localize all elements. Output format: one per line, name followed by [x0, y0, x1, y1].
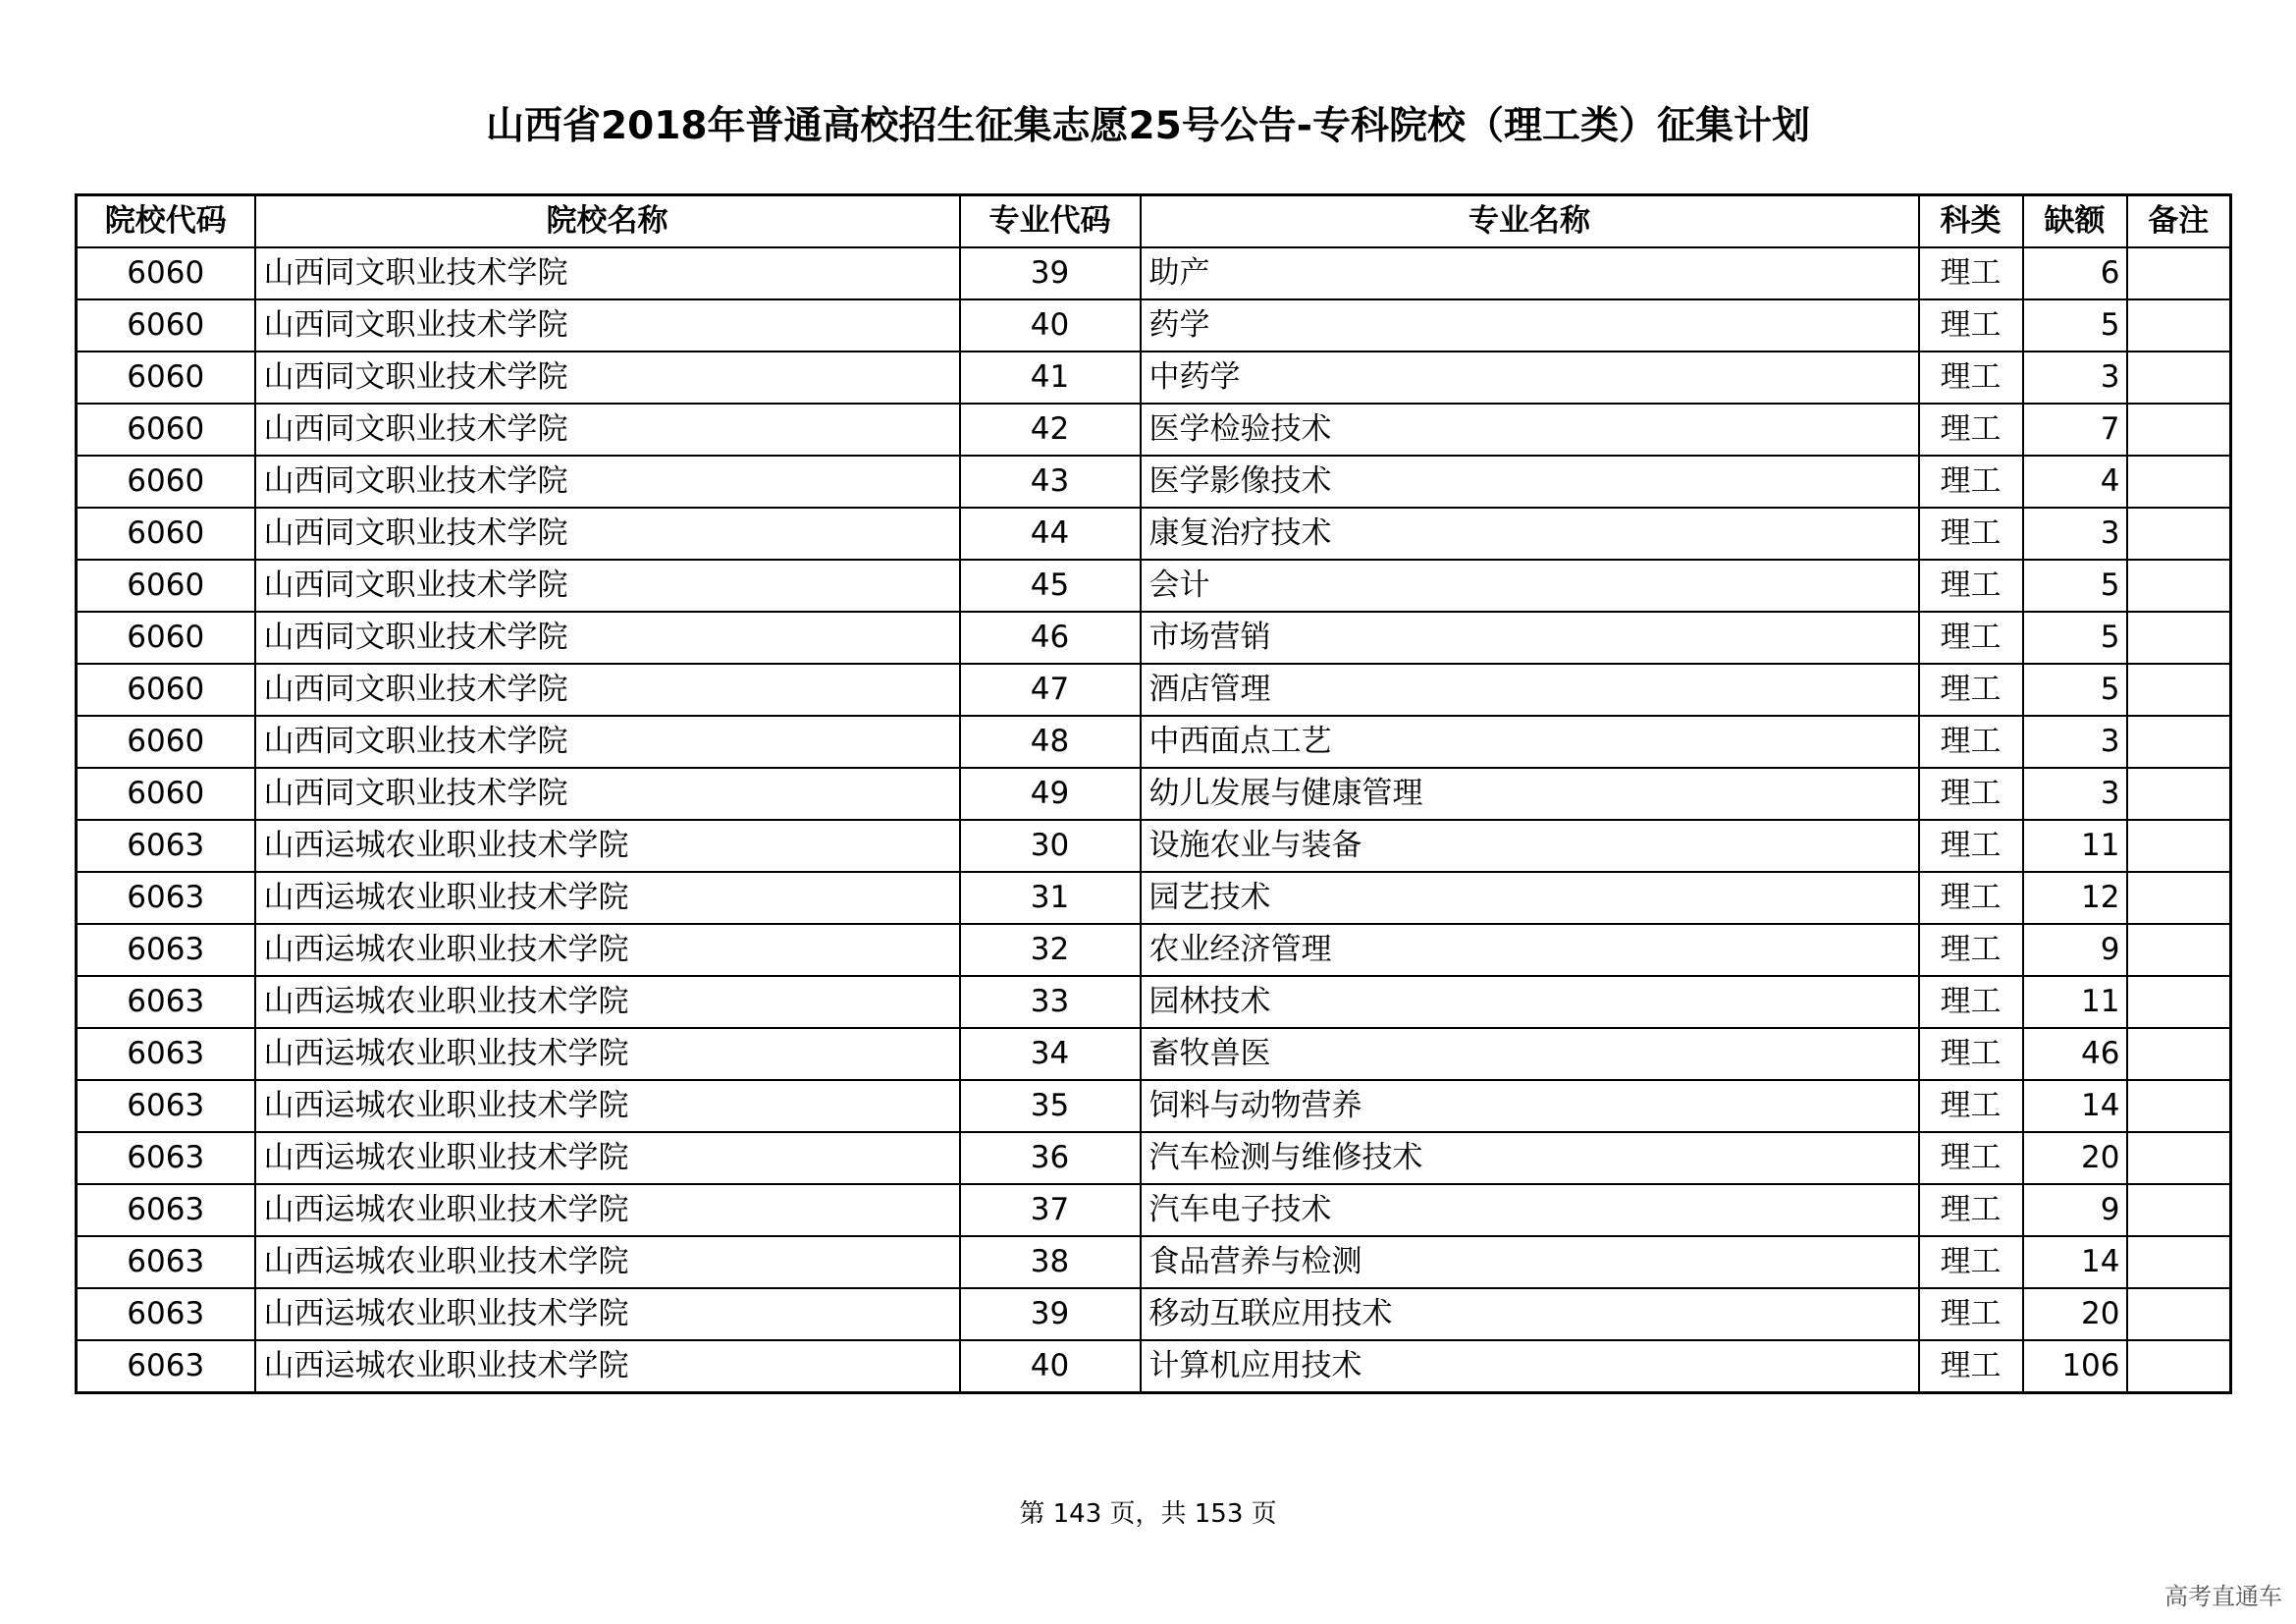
cell-category: 理工 [1919, 1132, 2023, 1184]
cell-major-code: 47 [960, 664, 1141, 716]
header-major-code: 专业代码 [960, 195, 1141, 248]
cell-note [2127, 612, 2231, 664]
table-row [77, 768, 2231, 820]
table-row [77, 1184, 2231, 1236]
cell-note [2127, 976, 2231, 1028]
cell-category: 理工 [1919, 456, 2023, 508]
cell-note [2127, 247, 2231, 299]
cell-note [2127, 716, 2231, 768]
cell-school-name: 山西同文职业技术学院 [255, 664, 960, 716]
table-row [77, 924, 2231, 976]
cell-school-code: 6063 [77, 1080, 255, 1132]
page-number-footer: 第 143 页，共 153 页 [1019, 1499, 1277, 1529]
cell-category: 理工 [1919, 976, 2023, 1028]
cell-quota: 5 [2023, 612, 2127, 664]
cell-school-name: 山西同文职业技术学院 [255, 508, 960, 560]
table-row [77, 247, 2231, 299]
cell-major-code: 41 [960, 352, 1141, 404]
cell-major-name: 市场营销 [1141, 612, 1919, 664]
cell-major-code: 33 [960, 976, 1141, 1028]
cell-note [2127, 352, 2231, 404]
cell-school-code: 6060 [77, 404, 255, 456]
cell-major-name: 计算机应用技术 [1141, 1340, 1919, 1393]
cell-school-code: 6060 [77, 664, 255, 716]
table-row [77, 664, 2231, 716]
cell-note [2127, 1028, 2231, 1080]
cell-major-code: 40 [960, 299, 1141, 352]
cell-major-code: 31 [960, 872, 1141, 924]
cell-major-code: 38 [960, 1236, 1141, 1288]
cell-quota: 9 [2023, 924, 2127, 976]
table-row [77, 872, 2231, 924]
cell-major-name: 康复治疗技术 [1141, 508, 1919, 560]
cell-category: 理工 [1919, 1288, 2023, 1340]
cell-school-name: 山西运城农业职业技术学院 [255, 1288, 960, 1340]
cell-quota: 12 [2023, 872, 2127, 924]
cell-school-name: 山西同文职业技术学院 [255, 299, 960, 352]
cell-school-code: 6063 [77, 1184, 255, 1236]
header-category: 科类 [1919, 195, 2023, 248]
cell-school-name: 山西运城农业职业技术学院 [255, 872, 960, 924]
cell-quota: 106 [2023, 1340, 2127, 1393]
cell-category: 理工 [1919, 1236, 2023, 1288]
cell-major-name: 酒店管理 [1141, 664, 1919, 716]
cell-category: 理工 [1919, 716, 2023, 768]
cell-major-name: 移动互联应用技术 [1141, 1288, 1919, 1340]
table-row [77, 976, 2231, 1028]
cell-category: 理工 [1919, 1340, 2023, 1393]
cell-category: 理工 [1919, 1080, 2023, 1132]
cell-note [2127, 924, 2231, 976]
cell-note [2127, 1080, 2231, 1132]
cell-major-code: 36 [960, 1132, 1141, 1184]
cell-quota: 14 [2023, 1236, 2127, 1288]
cell-major-name: 中药学 [1141, 352, 1919, 404]
cell-school-name: 山西同文职业技术学院 [255, 560, 960, 612]
cell-quota: 11 [2023, 820, 2127, 872]
cell-major-code: 39 [960, 1288, 1141, 1340]
cell-school-name: 山西同文职业技术学院 [255, 716, 960, 768]
cell-category: 理工 [1919, 352, 2023, 404]
cell-note [2127, 1236, 2231, 1288]
cell-school-code: 6060 [77, 716, 255, 768]
cell-category: 理工 [1919, 924, 2023, 976]
cell-note [2127, 299, 2231, 352]
cell-school-code: 6060 [77, 768, 255, 820]
cell-category: 理工 [1919, 560, 2023, 612]
cell-major-code: 30 [960, 820, 1141, 872]
cell-major-name: 畜牧兽医 [1141, 1028, 1919, 1080]
cell-school-name: 山西同文职业技术学院 [255, 352, 960, 404]
cell-category: 理工 [1919, 612, 2023, 664]
cell-school-code: 6063 [77, 1288, 255, 1340]
cell-category: 理工 [1919, 247, 2023, 299]
cell-major-name: 药学 [1141, 299, 1919, 352]
cell-category: 理工 [1919, 299, 2023, 352]
header-quota: 缺额 [2023, 195, 2127, 248]
cell-school-name: 山西同文职业技术学院 [255, 612, 960, 664]
table-row [77, 716, 2231, 768]
cell-major-name: 助产 [1141, 247, 1919, 299]
cell-category: 理工 [1919, 768, 2023, 820]
table-row [77, 299, 2231, 352]
cell-major-code: 42 [960, 404, 1141, 456]
cell-quota: 9 [2023, 1184, 2127, 1236]
cell-note [2127, 404, 2231, 456]
cell-major-name: 汽车电子技术 [1141, 1184, 1919, 1236]
table-row [77, 612, 2231, 664]
cell-category: 理工 [1919, 1028, 2023, 1080]
cell-school-code: 6063 [77, 1236, 255, 1288]
cell-quota: 7 [2023, 404, 2127, 456]
watermark-text: 高考直通车 [2164, 1583, 2282, 1610]
table-row [77, 820, 2231, 872]
cell-school-name: 山西同文职业技术学院 [255, 768, 960, 820]
cell-major-code: 43 [960, 456, 1141, 508]
cell-school-code: 6063 [77, 924, 255, 976]
cell-category: 理工 [1919, 1184, 2023, 1236]
cell-note [2127, 664, 2231, 716]
cell-major-name: 幼儿发展与健康管理 [1141, 768, 1919, 820]
cell-quota: 3 [2023, 768, 2127, 820]
cell-school-name: 山西运城农业职业技术学院 [255, 1080, 960, 1132]
cell-note [2127, 456, 2231, 508]
cell-major-name: 饲料与动物营养 [1141, 1080, 1919, 1132]
cell-category: 理工 [1919, 820, 2023, 872]
cell-school-code: 6063 [77, 820, 255, 872]
cell-quota: 3 [2023, 716, 2127, 768]
table-row [77, 404, 2231, 456]
cell-major-name: 农业经济管理 [1141, 924, 1919, 976]
table-row [77, 1288, 2231, 1340]
cell-school-name: 山西运城农业职业技术学院 [255, 976, 960, 1028]
cell-school-name: 山西运城农业职业技术学院 [255, 1184, 960, 1236]
cell-major-name: 食品营养与检测 [1141, 1236, 1919, 1288]
cell-quota: 3 [2023, 508, 2127, 560]
cell-school-code: 6060 [77, 560, 255, 612]
cell-school-name: 山西同文职业技术学院 [255, 404, 960, 456]
cell-school-name: 山西运城农业职业技术学院 [255, 1236, 960, 1288]
table-row [77, 1132, 2231, 1184]
cell-note [2127, 1340, 2231, 1393]
cell-note [2127, 1184, 2231, 1236]
cell-school-code: 6060 [77, 299, 255, 352]
cell-major-code: 37 [960, 1184, 1141, 1236]
cell-school-code: 6060 [77, 247, 255, 299]
cell-category: 理工 [1919, 872, 2023, 924]
cell-major-code: 35 [960, 1080, 1141, 1132]
cell-category: 理工 [1919, 508, 2023, 560]
cell-note [2127, 820, 2231, 872]
cell-major-name: 设施农业与装备 [1141, 820, 1919, 872]
cell-note [2127, 508, 2231, 560]
cell-quota: 6 [2023, 247, 2127, 299]
cell-quota: 11 [2023, 976, 2127, 1028]
cell-school-code: 6063 [77, 1340, 255, 1393]
cell-major-code: 48 [960, 716, 1141, 768]
cell-major-code: 40 [960, 1340, 1141, 1393]
cell-note [2127, 1288, 2231, 1340]
cell-major-code: 39 [960, 247, 1141, 299]
cell-major-name: 医学影像技术 [1141, 456, 1919, 508]
header-major-name: 专业名称 [1141, 195, 1919, 248]
cell-note [2127, 1132, 2231, 1184]
header-note: 备注 [2127, 195, 2231, 248]
cell-school-name: 山西运城农业职业技术学院 [255, 1028, 960, 1080]
cell-school-code: 6060 [77, 456, 255, 508]
cell-note [2127, 768, 2231, 820]
cell-school-code: 6060 [77, 508, 255, 560]
cell-school-code: 6060 [77, 612, 255, 664]
header-school-code: 院校代码 [77, 195, 255, 248]
cell-major-name: 汽车检测与维修技术 [1141, 1132, 1919, 1184]
cell-school-name: 山西运城农业职业技术学院 [255, 820, 960, 872]
cell-school-name: 山西运城农业职业技术学院 [255, 1340, 960, 1393]
cell-quota: 3 [2023, 352, 2127, 404]
cell-school-name: 山西运城农业职业技术学院 [255, 924, 960, 976]
enrollment-table-container [75, 193, 2232, 1394]
cell-quota: 14 [2023, 1080, 2127, 1132]
cell-note [2127, 560, 2231, 612]
cell-major-code: 44 [960, 508, 1141, 560]
cell-school-code: 6063 [77, 976, 255, 1028]
table-row [77, 1340, 2231, 1393]
cell-quota: 5 [2023, 664, 2127, 716]
cell-major-code: 34 [960, 1028, 1141, 1080]
table-row [77, 560, 2231, 612]
table-row [77, 456, 2231, 508]
cell-note [2127, 872, 2231, 924]
cell-school-code: 6063 [77, 1028, 255, 1080]
table-row [77, 1080, 2231, 1132]
cell-school-name: 山西运城农业职业技术学院 [255, 1132, 960, 1184]
cell-category: 理工 [1919, 404, 2023, 456]
table-row [77, 508, 2231, 560]
cell-major-name: 园林技术 [1141, 976, 1919, 1028]
cell-quota: 20 [2023, 1132, 2127, 1184]
cell-quota: 5 [2023, 560, 2127, 612]
page-title: 山西省2018年普通高校招生征集志愿25号公告-专科院校（理工类）征集计划 [485, 104, 1810, 148]
cell-major-code: 45 [960, 560, 1141, 612]
cell-major-name: 医学检验技术 [1141, 404, 1919, 456]
cell-major-code: 49 [960, 768, 1141, 820]
cell-major-name: 中西面点工艺 [1141, 716, 1919, 768]
cell-school-code: 6063 [77, 1132, 255, 1184]
enrollment-plan-table [75, 193, 2232, 1394]
cell-school-name: 山西同文职业技术学院 [255, 456, 960, 508]
cell-school-code: 6060 [77, 352, 255, 404]
cell-quota: 46 [2023, 1028, 2127, 1080]
cell-quota: 20 [2023, 1288, 2127, 1340]
cell-quota: 4 [2023, 456, 2127, 508]
cell-category: 理工 [1919, 664, 2023, 716]
table-header-row [77, 195, 2231, 248]
cell-major-name: 园艺技术 [1141, 872, 1919, 924]
cell-major-code: 46 [960, 612, 1141, 664]
cell-quota: 5 [2023, 299, 2127, 352]
cell-school-name: 山西同文职业技术学院 [255, 247, 960, 299]
cell-major-code: 32 [960, 924, 1141, 976]
table-row [77, 1236, 2231, 1288]
header-school-name: 院校名称 [255, 195, 960, 248]
cell-school-code: 6063 [77, 872, 255, 924]
cell-major-name: 会计 [1141, 560, 1919, 612]
table-row [77, 1028, 2231, 1080]
table-body [77, 247, 2231, 1393]
table-row [77, 352, 2231, 404]
